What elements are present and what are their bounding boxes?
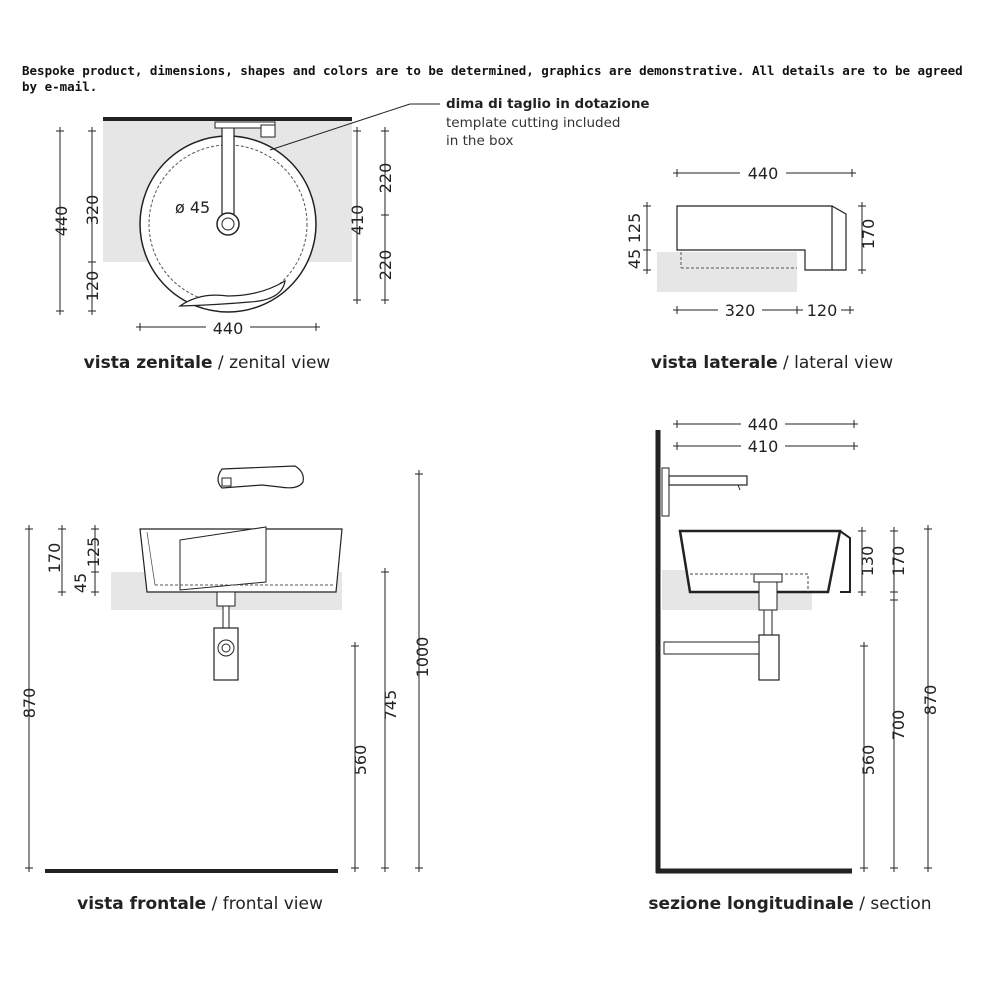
dim-lateral-right-height: 170 [859,218,878,250]
faucet-spout-section [669,476,747,485]
counter-lateral [657,252,797,292]
caption-lateral [651,353,893,373]
drain-dim-label: ø 45 [175,198,211,217]
caption-zenital-it: vista zenitale [83,353,213,373]
dim-frontal-left-45: 45 [71,572,90,594]
faucet-wall-plate [662,468,669,516]
caption-frontal-en: frontal view [222,894,323,914]
caption-zenital-sep: / [212,353,230,373]
annotation-italian: dima di taglio in dotazione [446,96,650,112]
dim-section-right-130: 130 [858,545,877,577]
caption-frontal-sep: / [206,894,223,914]
dim-zenital-left-upper: 320 [83,194,102,226]
dim-frontal-left-170: 170 [45,542,64,574]
dim-section-top-410: 410 [747,437,779,456]
dim-frontal-left-125: 125 [84,536,103,568]
dim-lateral-upper-height: 125 [625,212,644,244]
dim-section-top-440: 440 [747,415,779,434]
dim-zenital-right-total: 410 [348,204,367,236]
dim-zenital-left-total: 440 [52,205,71,237]
siphon-section [759,635,779,680]
dim-section-right-870: 870 [921,684,940,716]
caption-section-sep: / [853,894,871,914]
dim-lateral-bottom-b: 120 [806,301,838,320]
section-view [656,415,940,873]
caption-section [648,894,931,914]
dim-lateral-bottom-a: 320 [724,301,756,320]
dim-section-right-560: 560 [859,744,878,776]
dim-lateral-top-width: 440 [747,164,779,183]
caption-section-it: sezione longitudinale [648,894,854,914]
waste-pipe-section [664,642,759,654]
dim-zenital-right-upper: 220 [376,162,395,194]
disclaimer-notice: Bespoke product, dimensions, shapes and colors are to be determined, graphics are demonstrative. All details are to be agreed by e-mail. [22,63,963,94]
frontal-view [20,466,432,871]
dim-frontal-left-total: 870 [20,687,39,719]
caption-section-en: section [870,894,932,914]
dim-section-right-700: 700 [889,709,908,741]
basin-lateral-spout [832,206,846,270]
dim-zenital-right-lower: 220 [376,249,395,281]
caption-zenital [84,353,331,373]
siphon-front [214,628,238,680]
zenital-view [52,104,440,338]
faucet-plan [222,125,234,225]
drain-valve-section [754,574,782,582]
caption-lateral-en: lateral view [794,353,894,373]
caption-frontal-it: vista frontale [77,894,207,914]
dim-zenital-left-lower: 120 [83,270,102,302]
dim-lateral-lower-height: 45 [625,248,644,270]
dim-frontal-right-745: 745 [381,689,400,721]
annotation-english-line2: in the box [446,133,514,149]
annotation-english-line1: template cutting included [446,115,621,131]
caption-zenital-en: zenital view [229,353,331,373]
basin-section-spout [840,531,850,592]
caption-lateral-it: vista laterale [650,353,778,373]
dim-frontal-right-1000: 1000 [413,636,432,678]
caption-lateral-sep: / [777,353,795,373]
faucet-handle-plan [261,125,275,137]
dim-frontal-right-560: 560 [351,744,370,776]
drain-valve-front [217,592,235,606]
caption-frontal [77,894,323,914]
dim-section-right-170: 170 [889,545,908,577]
drain-outer [217,213,239,235]
lateral-view [625,164,878,320]
dim-zenital-bottom-width: 440 [212,319,244,338]
